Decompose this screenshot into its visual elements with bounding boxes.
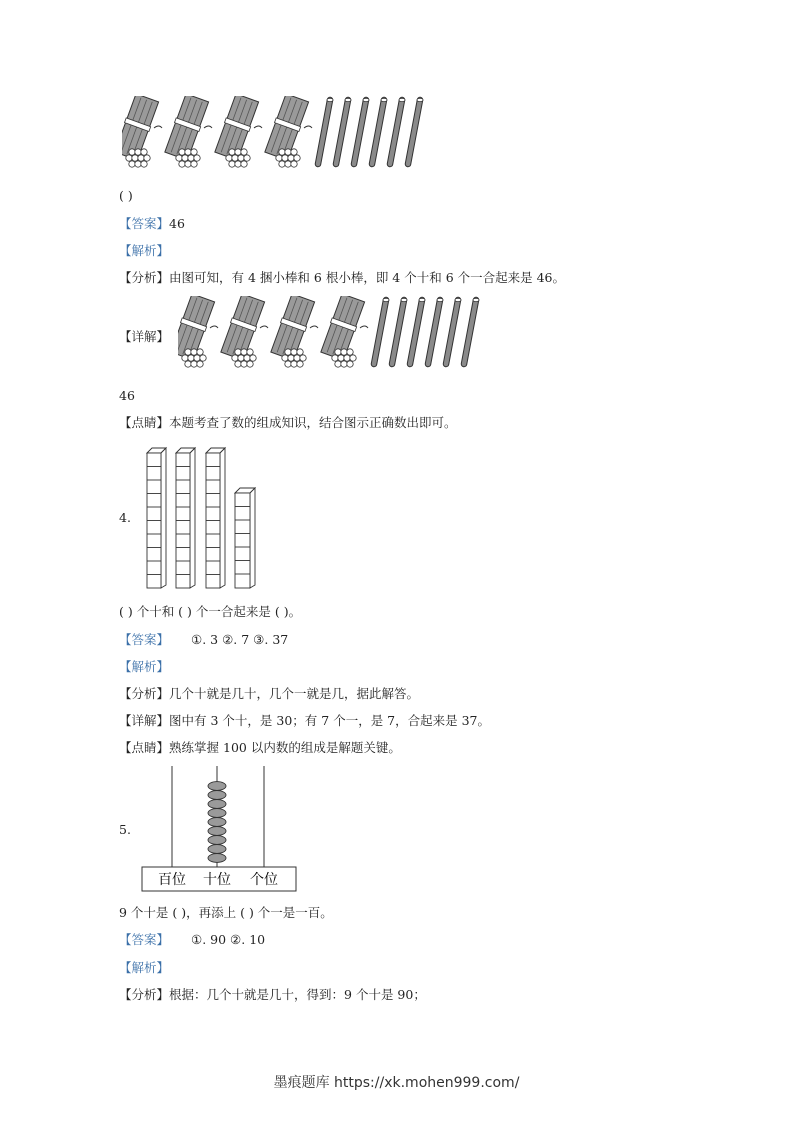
q4-question: ( ) 个十和 ( ) 个一合起来是 ( )。: [119, 604, 302, 619]
bead-icon: [208, 836, 226, 845]
bead-icon: [208, 782, 226, 791]
detail-tag: 【详解】: [119, 713, 170, 728]
stick-icon: [390, 98, 405, 164]
stick-icon: [336, 98, 351, 164]
q3-dianjing: 本题考查了数的组成知识，结合图示正确数出即可。: [169, 415, 457, 430]
label-tens: 十位: [203, 872, 231, 888]
stick-icon: [354, 98, 369, 164]
answer-tag: 【答案】: [119, 632, 170, 647]
seven-cubes-column-icon: [235, 488, 255, 588]
q4-detail-line: [119, 713, 490, 729]
answer-tag: 【答案】: [119, 932, 170, 947]
q5-analysis-line: [119, 960, 169, 976]
sticks-figure-2: [178, 296, 488, 372]
bundle-icon: [220, 296, 268, 367]
q4-answer: ①. 3 ②. 7 ③. 37: [191, 632, 289, 647]
stick-icon: [446, 298, 461, 364]
stick-icon: [428, 298, 443, 364]
q3-detail-line: [119, 329, 169, 345]
stick-icon: [372, 98, 387, 164]
bead-icon: [208, 818, 226, 827]
q4-detail: 图中有 3 个十，是 30；有 7 个一，是 7，合起来是 37。: [169, 713, 491, 728]
q3-analysis-line: [119, 243, 169, 259]
analysis-tag: 【解析】: [119, 243, 170, 258]
q4-answer-line: [119, 632, 288, 648]
bead-stack: [208, 782, 226, 863]
q5-answer-line: [119, 932, 265, 948]
q4-dianjing-line: [119, 740, 401, 756]
abacus-figure: [141, 764, 299, 894]
bundle-icon: [214, 96, 262, 167]
cube-columns-figure: [144, 445, 264, 590]
stick-icon: [392, 298, 407, 364]
q4-dianjing: 熟练掌握 100 以内数的组成是解题关键。: [169, 740, 401, 755]
bundle-icon: [178, 296, 218, 367]
q3-answer-line: [119, 216, 185, 232]
fenxi-tag: 【分析】: [119, 686, 170, 701]
q3-blank: ( ): [119, 188, 133, 203]
q5-answer: ①. 90 ②. 10: [191, 932, 266, 947]
bundle-icon: [320, 296, 368, 367]
fenxi-tag: 【分析】: [119, 987, 170, 1002]
analysis-tag: 【解析】: [119, 659, 170, 674]
q3-fenxi-line: [119, 270, 565, 286]
footer-watermark: 墨痕题库 https://xk.mohen999.com/: [273, 1075, 520, 1091]
q5-question: 9 个十是 ( )，再添上 ( ) 个一是一百。: [119, 905, 333, 920]
answer-tag: 【答案】: [119, 216, 170, 231]
stick-icon: [318, 98, 333, 164]
bundle-icon: [270, 296, 318, 367]
q3-answer: 46: [169, 216, 185, 231]
q5-number: 5.: [119, 822, 131, 837]
detail-tag: 【详解】: [119, 329, 170, 344]
bead-icon: [208, 845, 226, 854]
dianjing-tag: 【点睛】: [119, 415, 170, 430]
q5-fenxi-line: [119, 987, 426, 1003]
bead-icon: [208, 827, 226, 836]
bead-icon: [208, 809, 226, 818]
bundle-icon: [122, 96, 162, 167]
q4-number: 4.: [119, 510, 131, 525]
dianjing-tag: 【点睛】: [119, 740, 170, 755]
label-ones: 个位: [250, 872, 278, 888]
q4-fenxi: 几个十就是几十，几个一就是几，据此解答。: [169, 686, 420, 701]
stick-icon: [410, 298, 425, 364]
bundle-icon: [164, 96, 212, 167]
bundle-icon: [264, 96, 312, 167]
q3-dianjing-line: [119, 415, 457, 431]
bead-icon: [208, 854, 226, 863]
q4-analysis-line: [119, 659, 169, 675]
q4-fenxi-line: [119, 686, 419, 702]
q3-detail-result: 46: [119, 388, 135, 403]
stick-icon: [408, 98, 423, 164]
q5-fenxi: 根据：几个十就是几十，得到：9 个十是 90；: [169, 987, 426, 1002]
label-hundreds: 百位: [158, 872, 186, 888]
bead-icon: [208, 800, 226, 809]
stick-icon: [374, 298, 389, 364]
sticks-figure-1: [122, 96, 432, 172]
fenxi-tag: 【分析】: [119, 270, 170, 285]
analysis-tag: 【解析】: [119, 960, 170, 975]
ten-column-icon: [206, 448, 225, 588]
ten-column-icon: [176, 448, 195, 588]
q3-fenxi: 由图可知，有 4 捆小棒和 6 根小棒，即 4 个十和 6 个一合起来是 46。: [169, 270, 565, 285]
bead-icon: [208, 791, 226, 800]
stick-icon: [464, 298, 479, 364]
